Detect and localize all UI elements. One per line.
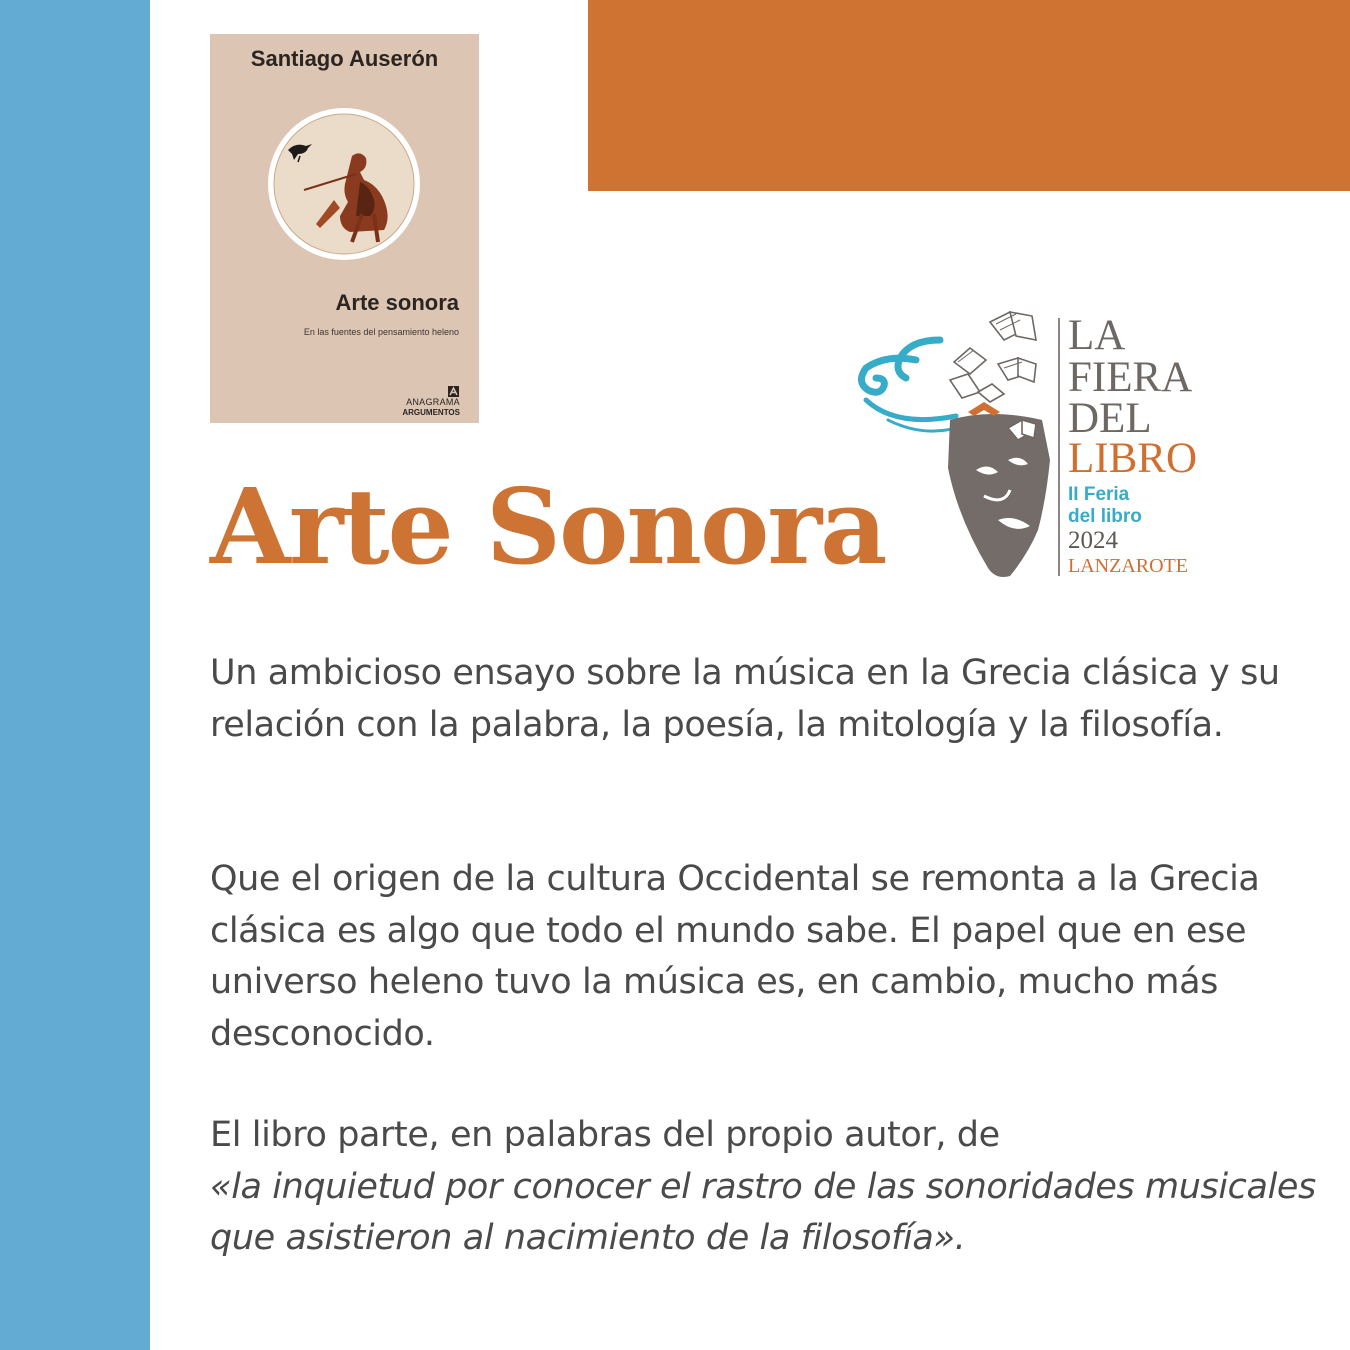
logo-year: 2024: [1068, 527, 1118, 554]
cover-subtitle: En las fuentes del pensamiento heleno: [303, 327, 459, 337]
page-title: Arte Sonora: [210, 465, 886, 588]
description-paragraph-1: Un ambicioso ensayo sobre la música en la Grecia clásica y su relación con la palabra, la poesía, la mitología y la filosofía.: [210, 653, 1280, 745]
cover-author: Santiago Auserón: [250, 46, 439, 71]
logo-place: LANZAROTE: [1068, 555, 1188, 577]
cover-title: Arte sonora: [335, 290, 459, 315]
publisher-logo-icon: [448, 386, 459, 397]
cover-collection: ARGUMENTOS: [402, 408, 460, 417]
logo-divider: [1058, 318, 1060, 576]
cover-publisher: ANAGRAMA: [406, 397, 460, 407]
logo-word-libro: LIBRO: [1068, 435, 1197, 482]
logo-feria-line2: del libro: [1068, 506, 1142, 527]
logo-word-del: DEL: [1068, 395, 1152, 442]
paragraph-3-intro: El libro parte, en palabras del propio autor, de: [210, 1115, 1000, 1155]
logo-word-fiera: FIERA: [1068, 354, 1193, 401]
description-paragraph-3: [210, 1110, 1340, 1265]
author-quote: «la inquietud por conocer el rastro de las sonoridades musicales que asistieron al nacimiento de la filosofía».: [210, 1166, 1316, 1258]
logo-feria-line1: II Feria: [1068, 484, 1130, 505]
book-cover: [210, 34, 479, 423]
description-paragraph-2: Que el origen de la cultura Occidental se remonta a la Grecia clásica es algo que todo el mundo sabe. El papel que en ese universo heleno tuvo la música es, en cambio, mucho más desconocido.: [210, 859, 1260, 1054]
logo-word-la: LA: [1068, 312, 1126, 359]
side-color-bar: [0, 0, 150, 1350]
top-color-block: [588, 0, 1350, 191]
mask-with-flying-books-icon: [858, 300, 1058, 585]
greek-vase-medallion-icon: [264, 104, 424, 264]
